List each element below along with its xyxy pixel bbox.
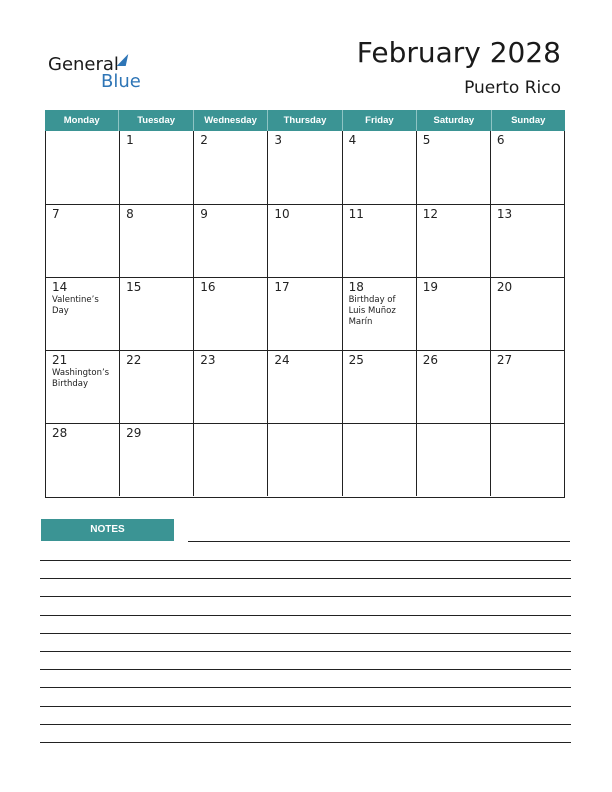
holiday-label: Valentine’s Day [52,295,99,316]
day-cell [194,278,268,350]
calendar-week [46,277,564,350]
note-line [40,706,571,707]
day-number: 6 [496,133,505,147]
day-number: 28 [52,426,68,440]
note-line [188,541,570,542]
day-cell [120,131,194,204]
day-cell [491,351,564,423]
day-number: 19 [422,280,438,294]
day-number: 9 [200,207,208,221]
day-cell [343,278,417,350]
day-number: 17 [274,280,290,294]
day-number: 7 [52,207,60,221]
day-number: 22 [126,353,142,367]
day-number: 16 [200,280,216,294]
page-subtitle: Puerto Rico [464,78,561,98]
weekday-header: Friday [343,110,417,131]
note-line [40,669,571,670]
day-cell [417,205,491,277]
day-number: 15 [126,280,142,294]
day-number: 20 [496,280,513,294]
day-cell [417,351,491,423]
day-number: 4 [348,133,357,147]
day-cell [268,131,342,204]
day-cell [491,205,564,277]
day-cell [417,278,491,350]
weekday-header: Tuesday [119,110,193,131]
note-line [40,560,571,561]
weekday-header: Wednesday [194,110,268,131]
day-cell [120,424,194,496]
day-cell [194,205,268,277]
day-cell [46,424,120,496]
day-number: 14 [52,280,68,294]
triangle-icon [117,54,129,66]
day-cell [491,278,564,350]
day-cell [491,424,564,496]
day-cell [268,205,342,277]
day-number: 8 [126,207,134,221]
note-line [40,687,571,688]
day-cell [343,424,417,496]
day-cell [417,131,491,204]
day-number: 12 [422,207,438,221]
note-line [40,633,571,634]
day-number: 23 [200,353,216,367]
day-cell [343,351,417,423]
day-cell [268,424,342,496]
weekday-header: Thursday [268,110,342,131]
calendar-week [46,131,564,204]
day-cell [194,351,268,423]
note-line [40,724,571,725]
day-number: 5 [422,133,431,147]
weekday-header: Sunday [511,115,546,126]
weekday-header: Monday [45,110,119,131]
calendar-week [46,204,564,277]
day-cell [268,351,342,423]
day-number: 24 [274,353,290,367]
note-line [40,651,571,652]
day-number: 29 [126,426,142,440]
day-cell [120,278,194,350]
day-cell [194,131,268,204]
day-cell [417,424,491,496]
day-cell [46,131,120,204]
day-number: 10 [274,207,290,221]
page-title: February 2028 [356,36,561,69]
day-cell [268,278,342,350]
notes-label: NOTES [41,519,174,541]
note-line [40,615,571,616]
day-cell [194,424,268,496]
note-line [40,578,571,579]
weekday-header: Saturday [417,110,491,131]
calendar-week [46,423,564,496]
logo-text-blue: Blue [101,71,141,92]
calendar-grid [45,131,565,498]
day-number: 26 [422,353,438,367]
calendar [45,110,565,498]
day-cell [120,351,194,423]
day-cell [120,205,194,277]
day-number: 3 [274,133,283,147]
calendar-header [45,110,565,131]
note-line [40,596,571,597]
day-number: 13 [496,207,513,221]
logo-text-general: General [48,54,119,75]
day-cell [491,131,564,204]
note-line [40,742,571,743]
calendar-week [46,350,564,423]
day-cell [46,278,120,350]
day-number: 11 [348,207,364,221]
day-cell [46,205,120,277]
day-cell [46,351,120,423]
holiday-label: Birthday of Luis Muñoz Marín [348,295,396,327]
holiday-label: Washington’s Birthday [52,368,110,389]
day-number: 18 [348,280,364,294]
day-number: 25 [348,353,364,367]
day-number: 1 [126,133,134,147]
day-number: 27 [496,353,513,367]
day-cell [343,205,417,277]
day-number: 2 [200,133,208,147]
day-number: 21 [52,353,68,367]
day-cell [343,131,417,204]
